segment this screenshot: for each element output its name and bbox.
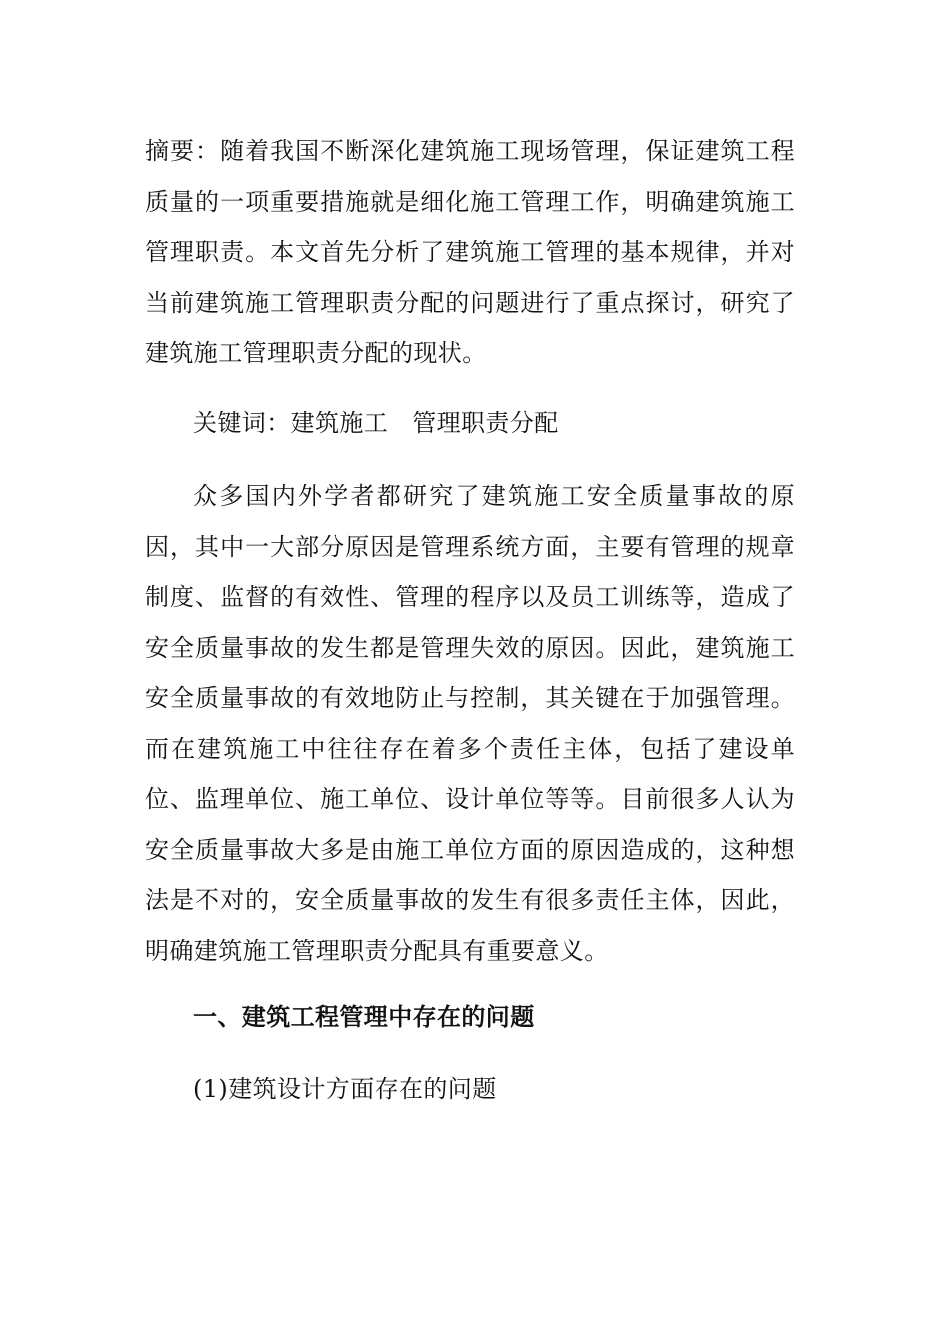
keywords-line	[145, 398, 795, 449]
section-heading: 一、建筑工程管理中存在的问题	[193, 1002, 535, 1031]
abstract-paragraph: 摘要：随着我国不断深化建筑施工现场管理，保证建筑工程质量的一项重要措施就是细化施工管理工作，明确建筑施工管理职责。本文首先分析了建筑施工管理的基本规律，并对当前建筑施工管理职责分配的问题进行了重点探讨，研究了建筑施工管理职责分配的现状。	[145, 137, 795, 367]
intro-paragraph: 众多国内外学者都研究了建筑施工安全质量事故的原因，其中一大部分原因是管理系统方面，主要有管理的规章制度、监督的有效性、管理的程序以及员工训练等，造成了安全质量事故的发生都是管理失效的原因。因此，建筑施工安全质量事故的有效地防止与控制，其关键在于加强管理。而在建筑施工中往往存在着多个责任主体，包括了建设单位、监理单位、施工单位、设计单位等等。目前很多人认为安全质量事故大多是由施工单位方面的原因造成的，这种想法是不对的，安全质量事故的发生有很多责任主体，因此，明确建筑施工管理职责分配具有重要意义。	[145, 482, 795, 965]
subsection-heading: (1)建筑设计方面存在的问题	[193, 1075, 497, 1103]
keyword-item: 管理职责分配	[412, 409, 559, 437]
keyword-item: 建筑施工	[290, 409, 389, 437]
keywords-label: 关键词：	[193, 409, 291, 437]
